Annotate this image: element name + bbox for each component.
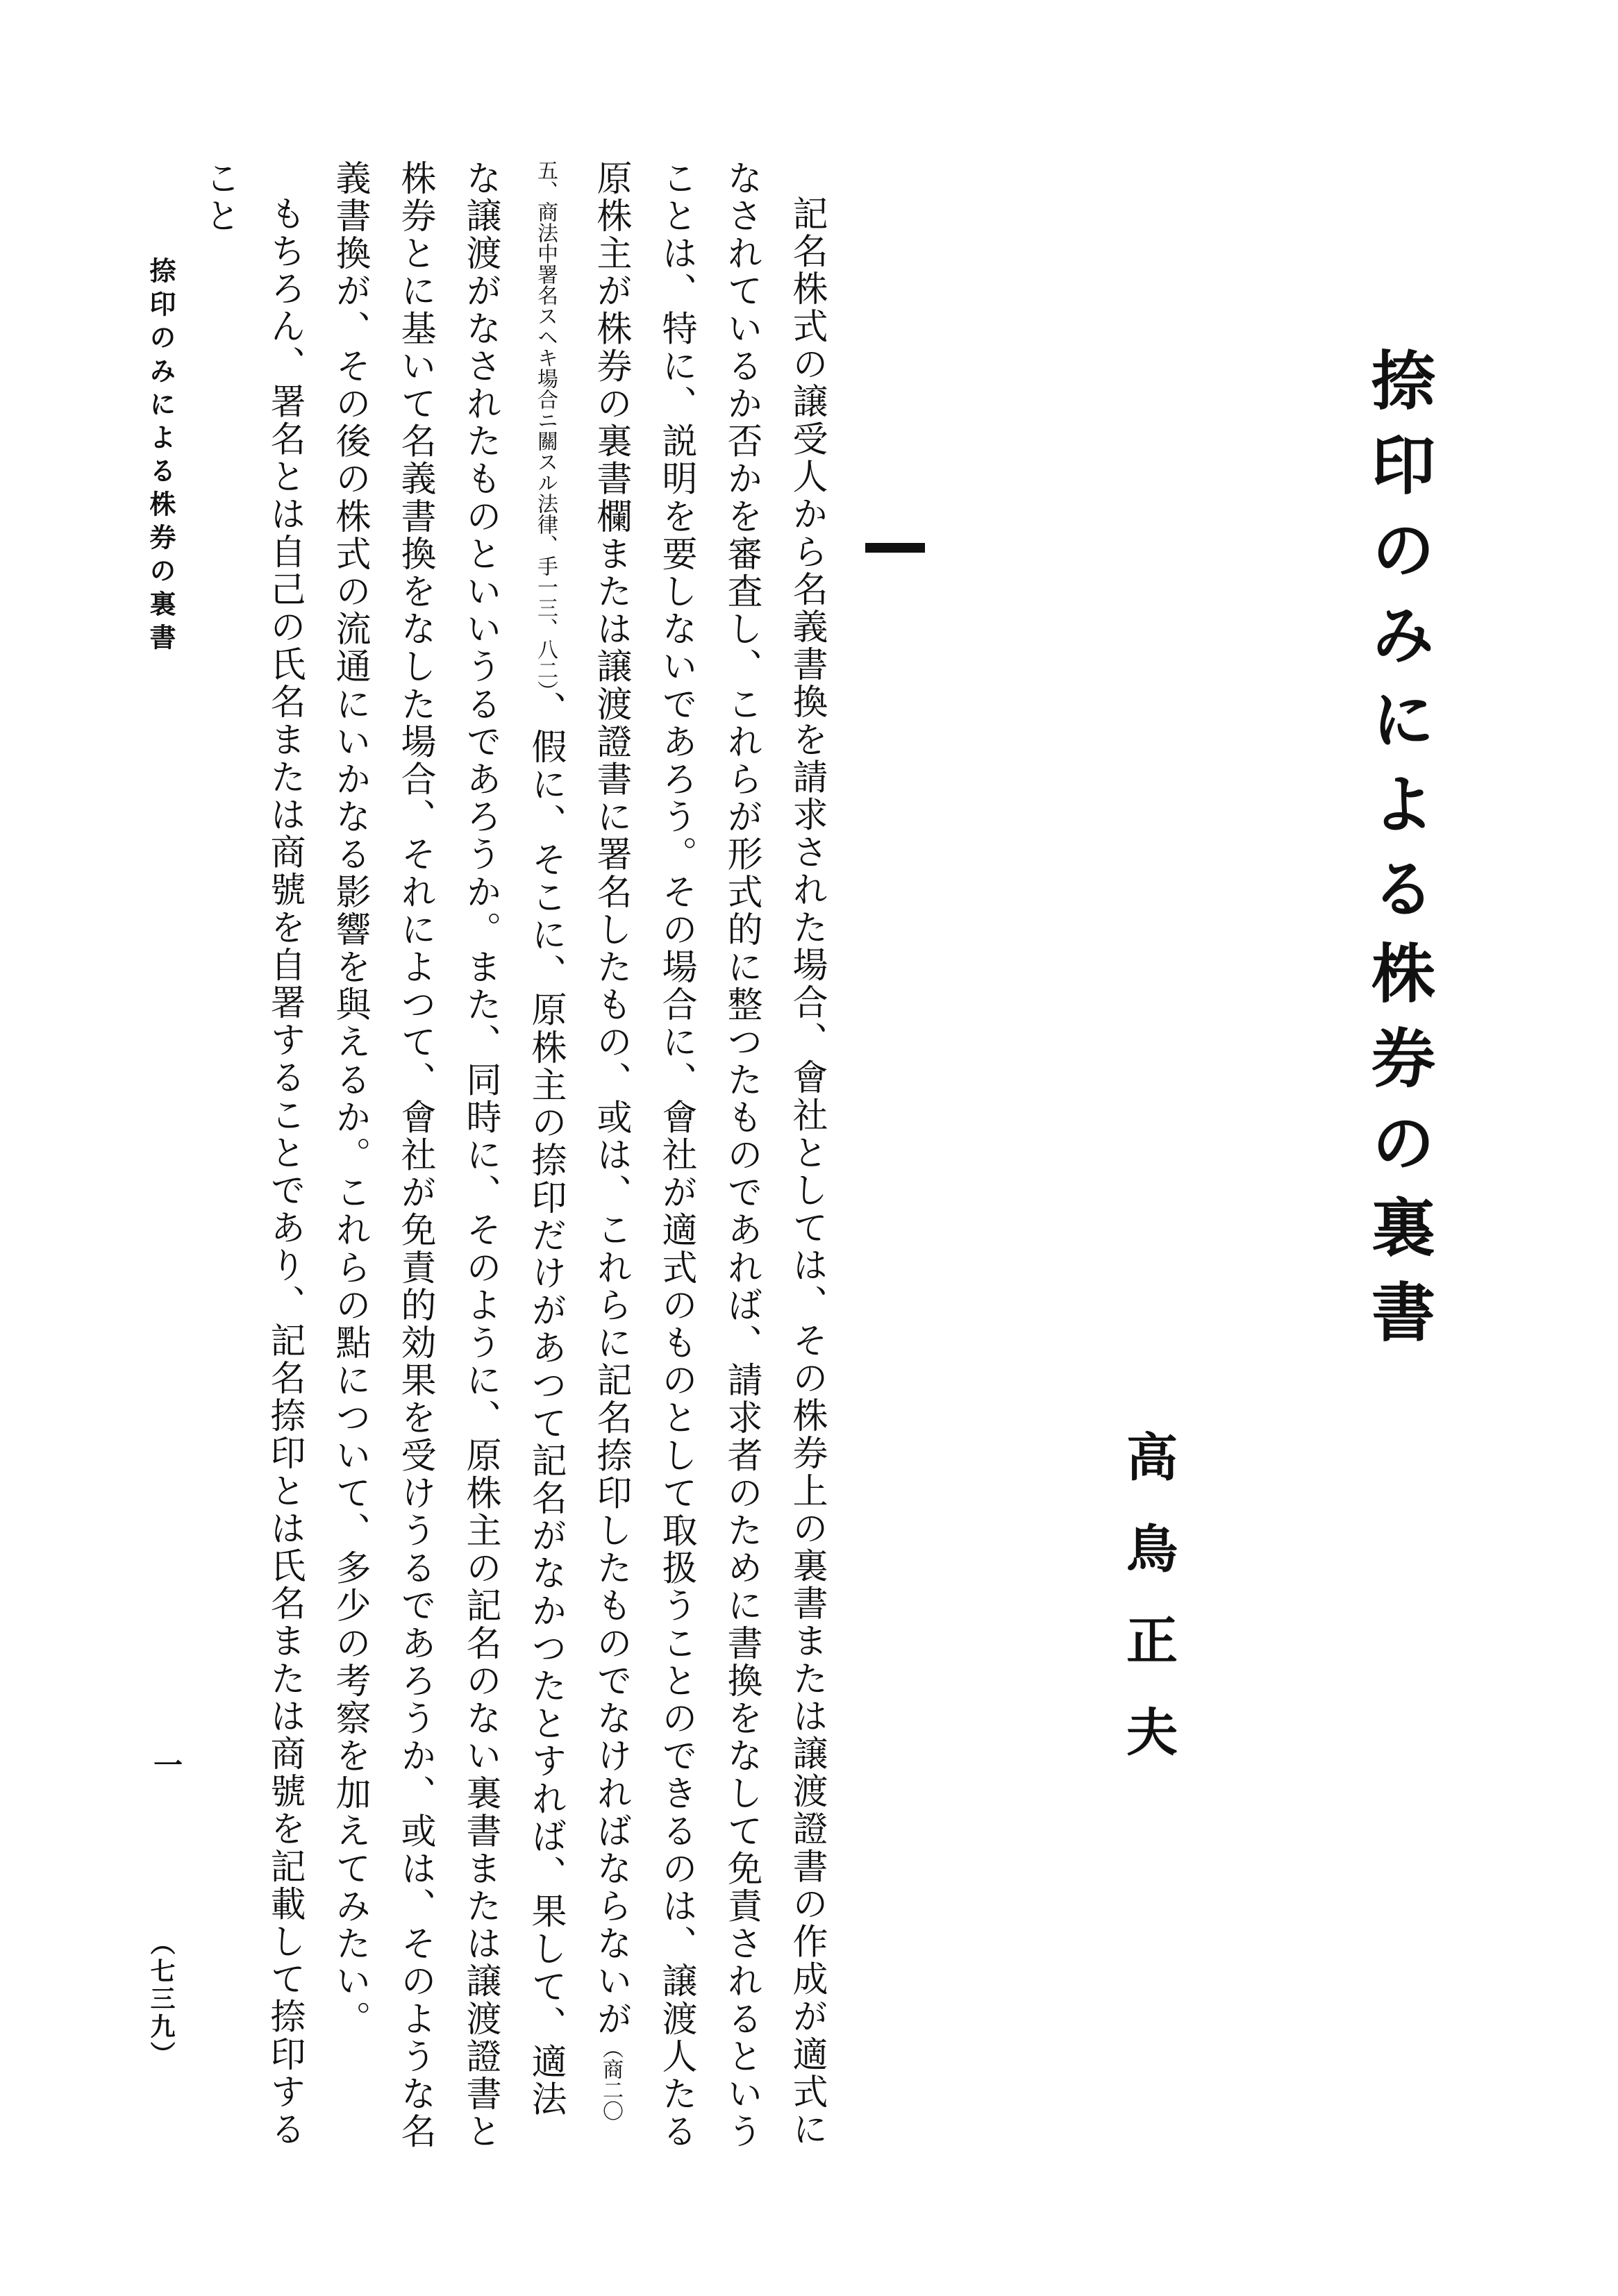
paragraph-2: もちろん、署名とは自己の氏名または商號を自署することであり、記名捺印とは氏名または商號を記載して捺印すること — [199, 160, 305, 2149]
article-title: 捺印のみによる株券の裏書 — [1361, 347, 1436, 1364]
author-name: 高鳥正夫 — [1118, 1430, 1178, 1797]
section-number-label — [865, 543, 866, 544]
page-number: （七三九） — [147, 1930, 176, 2069]
body-text — [186, 160, 839, 2152]
paragraph-1 — [317, 160, 839, 2152]
running-head: 捺印のみによる株券の裏書 — [145, 257, 176, 657]
folio: 一 — [149, 1750, 183, 1779]
section-number — [865, 543, 925, 553]
paragraph-1-part-2: 、假に、そこに、原株主の捺印だけがあつて記名がなかつたとすれば、果して、適法な譲渡がなされたものといいうるであろうか。また、同時に、そのように、原株主の記名のない裏書または譲渡證書と株券とに基いて名義書換をなした場合、それによつて、會社が免責的効果を受けうるであろうか、或は、そのような名義書換が、その後の株式の流通にいかなる影響を與えるか。これらの點について、多少の考察を加えてみたい。 — [329, 160, 566, 2151]
statute-citation-note: （商二〇五、商法中署名スヘキ場合ニ關スル法律、手一三、八二） — [533, 160, 623, 2121]
paragraph-1-part-1: 記名株式の譲受人から名義書換を請求された場合、會社としては、その株券上の裏書または譲渡證書の作成が適式になされているか否かを審査し、これらが形式的に整つたものであれば、請求者のために書換をなして免責されるということは、特に、説明を要しないであろう。その場合に、會社が適式のものとして取扱うことのできるのは、譲渡人たる原株主が株券の裏書欄または譲渡證書に署名したもの、或は、これらに記名捺印したものでなければならないが — [590, 160, 827, 2151]
